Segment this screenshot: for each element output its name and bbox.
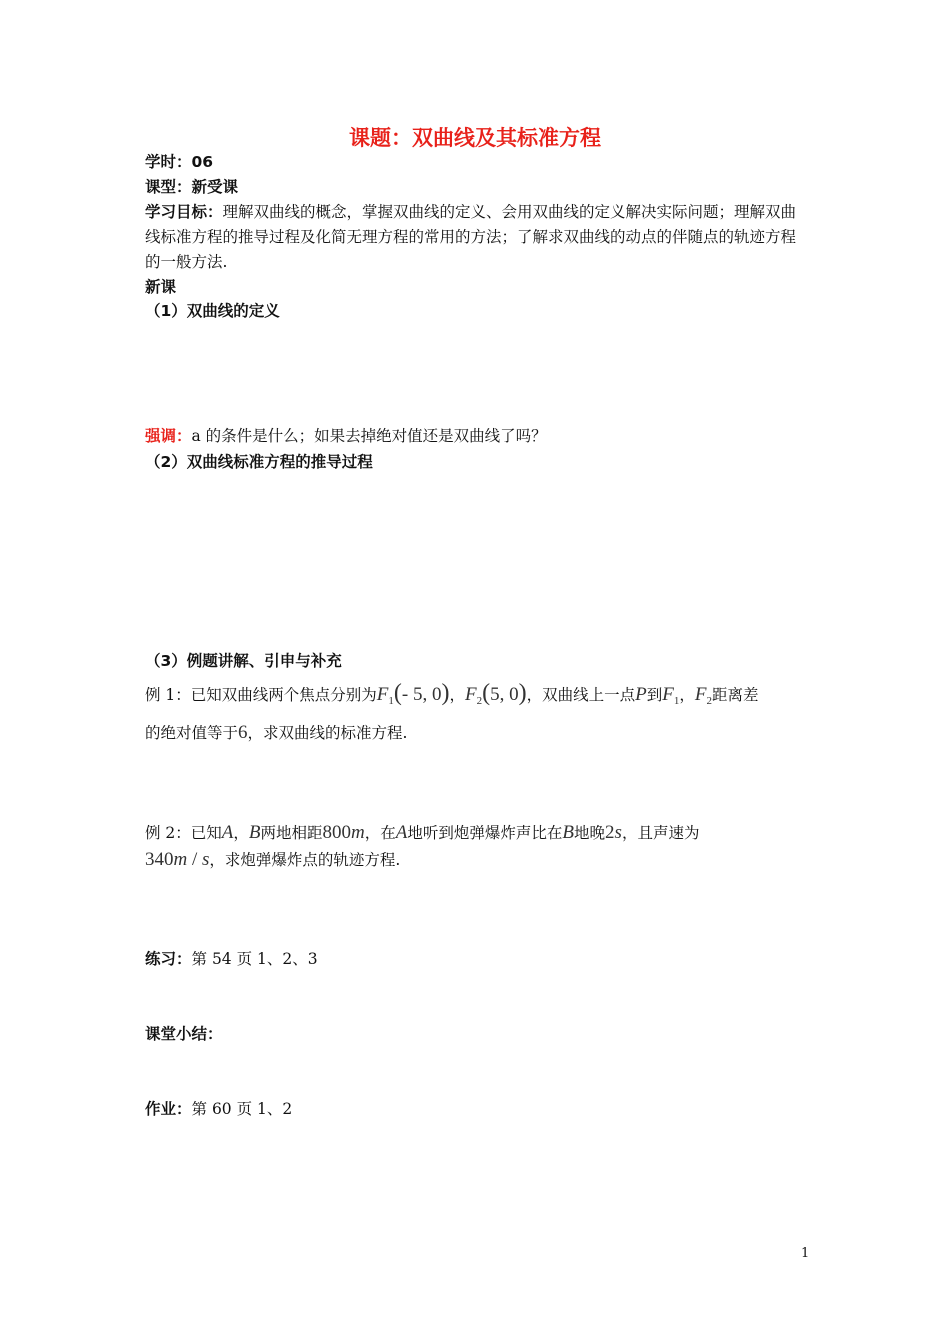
goals-label: 学习目标： bbox=[145, 203, 223, 221]
example-1-line-2: 的绝对值等于6，求双曲线的标准方程. bbox=[145, 722, 408, 743]
emphasis-text: a 的条件是什么；如果去掉绝对值还是双曲线了吗？ bbox=[191, 427, 547, 445]
right-paren: ) bbox=[518, 680, 527, 706]
right-paren: ) bbox=[441, 680, 450, 706]
time-value: 2 bbox=[605, 822, 615, 843]
summary-heading: 课堂小结： bbox=[145, 1025, 223, 1043]
point-b: B bbox=[248, 822, 261, 843]
example-2-line-1: 例 2：已知A，B两地相距800m，在A地听到炮弹爆炸声比在B地晚2s，且声速为 bbox=[145, 822, 700, 843]
section-3-heading: （3）例题讲解、引申与补充 bbox=[145, 652, 342, 670]
unit-m-speed: m bbox=[173, 849, 188, 870]
goals-text: 理解双曲线的概念，掌握双曲线的定义、会用双曲线的定义解决实际问题；理解双曲线标准方程的推导过程及化简无理方程的常用的方法；了解求双曲线的动点的伴随点的轨迹方程的一般方法. bbox=[145, 203, 797, 271]
type-label: 课型： bbox=[145, 178, 192, 196]
point-a-ref: A bbox=[395, 822, 408, 843]
type-value: 新受课 bbox=[191, 178, 239, 196]
homework-text: 第 60 页 1、2 bbox=[191, 1100, 293, 1118]
point-a: A bbox=[221, 822, 234, 843]
unit-m: m bbox=[351, 822, 365, 843]
emphasis-label: 强调： bbox=[145, 427, 192, 445]
homework-label: 作业： bbox=[145, 1100, 192, 1118]
unit-s: s bbox=[614, 822, 622, 843]
section-1-heading: （1）双曲线的定义 bbox=[145, 302, 280, 320]
hours-label: 学时： bbox=[145, 153, 192, 171]
left-paren: ( bbox=[393, 680, 402, 706]
point-p: P bbox=[635, 684, 647, 705]
practice-line bbox=[145, 947, 318, 971]
comma-1: ， bbox=[449, 686, 465, 704]
type-line bbox=[145, 175, 238, 199]
focus-f1: $F_1$ bbox=[376, 684, 394, 707]
comma-2: ， bbox=[679, 686, 695, 704]
example-1-end: 距离差 bbox=[711, 686, 759, 704]
focus-f2: $F_2$ bbox=[465, 684, 483, 707]
distance-value: 800 bbox=[322, 822, 352, 843]
example-1-prefix: 例 1：已知双曲线两个焦点分别为 bbox=[145, 686, 377, 704]
value-six: 6 bbox=[238, 722, 248, 743]
section-2-heading: （2）双曲线标准方程的推导过程 bbox=[145, 453, 373, 471]
left-paren: ( bbox=[482, 680, 491, 706]
hours-line bbox=[145, 150, 213, 174]
to-word: 到 bbox=[646, 686, 663, 704]
hours-value: 06 bbox=[191, 153, 214, 171]
focus-f1-coords: - 5, 0 bbox=[401, 684, 442, 705]
homework-line bbox=[145, 1097, 292, 1121]
example-1-mid: ，双曲线上一点 bbox=[526, 686, 636, 704]
new-lesson-heading: 新课 bbox=[145, 278, 177, 296]
practice-label: 练习： bbox=[145, 950, 192, 968]
focus-f2-coords: 5, 0 bbox=[490, 684, 519, 705]
unit-s-speed: s bbox=[202, 849, 210, 870]
emphasis-line bbox=[145, 424, 547, 448]
practice-text: 第 54 页 1、2、3 bbox=[191, 950, 318, 968]
focus-f2-ref: $F_2$ bbox=[694, 684, 712, 707]
slash: / bbox=[187, 849, 203, 870]
example-2-line-2: 340m / s，求炮弹爆炸点的轨迹方程. bbox=[145, 849, 401, 870]
point-b-ref: B bbox=[562, 822, 575, 843]
page-title: 课题：双曲线及其标准方程 bbox=[349, 126, 601, 150]
example-1-line-1 bbox=[145, 678, 759, 716]
page-number: 1 bbox=[801, 1246, 810, 1261]
focus-f1-ref: $F_1$ bbox=[662, 684, 680, 707]
learning-goals bbox=[145, 200, 810, 275]
speed-value: 340 bbox=[145, 849, 174, 870]
